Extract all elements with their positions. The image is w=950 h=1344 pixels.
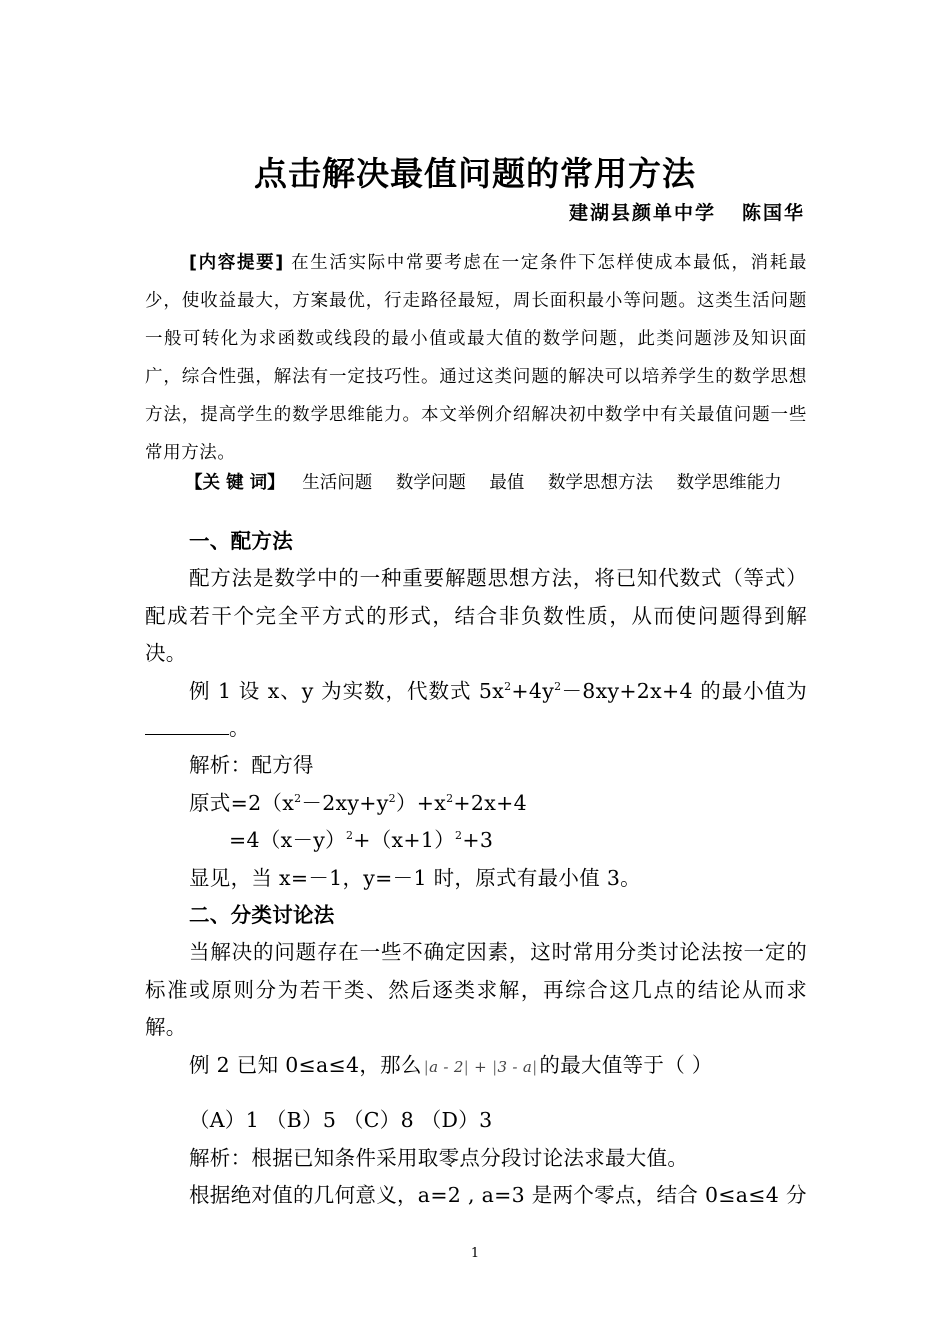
section-heading: 一、配方法 — [189, 529, 293, 553]
keywords-tag: 【关 键 词】 — [185, 473, 285, 493]
keyword-item: 数学思想方法 — [548, 473, 653, 493]
answer-blank — [145, 712, 205, 735]
answer-options: （A）1 （B）5 （C）8 （D）3 — [189, 1108, 493, 1133]
paragraph: 根据绝对值的几何意义，a=2 , a=3 是两个零点，结合 0≤a≤4 分 — [189, 1182, 807, 1207]
conclusion: 显见，当 x=－1，y=－1 时，原式有最小值 3。 — [189, 865, 641, 890]
author-school: 建湖县颜单中学 — [568, 202, 716, 224]
solution: 解析：根据已知条件采用取零点分段讨论法求最大值。 — [189, 1145, 689, 1170]
paragraph: 当解决的问题存在一些不确定因素，这时常用分类讨论法按一定的标准或原则分为若干类、然后逐类求解，再综合这几点的结论从而求解。 — [145, 940, 807, 1040]
keyword-item: 最值 — [489, 473, 525, 493]
keyword-item: 数学思维能力 — [676, 473, 782, 493]
author-line — [569, 198, 805, 225]
keyword-item: 数学问题 — [395, 473, 466, 493]
document-body — [145, 523, 807, 1214]
answer-blank — [205, 712, 229, 735]
section-heading: 二、分类讨论法 — [189, 903, 335, 928]
paragraph: 配方法是数学中的一种重要解题思想方法，将已知代数式（等式）配成若干个完全平方式的形式，结合非负数性质，从而使问题得到解决。 — [145, 566, 807, 666]
abstract-text: 在生活实际中常要考虑在一定条件下怎样使成本最低，消耗最少，使收益最大，方案最优，行走路径最短，周长面积最小等问题。这类生活问题一般可转化为求函数或线段的最小值或最大值的数学问题，此类问题涉及知识面广，综合性强，解法有一定技巧性。通过这类问题的解决可以培养学生的数学思想方法，提高学生的数学思维能力。本文举例介绍解决初中数学中有关最值问题一些常用方法。 — [145, 253, 807, 463]
solution-label: 解析：配方得 — [189, 753, 314, 778]
page-number: 1 — [470, 1246, 480, 1261]
keywords-line — [145, 464, 807, 502]
equation-line-1: 原式$=2(x^2-2xy+y^2)+x^2+2x+4$ — [189, 790, 527, 815]
absolute-value-expression: |a - 2| + |3 - a| — [423, 1057, 538, 1076]
example-2: 例 2 已知 0≤a≤4，那么 |a - 2| + |3 - a|的最大值等于（ ） — [189, 1052, 713, 1077]
document-title: 点击解决最值问题的常用方法 — [254, 154, 696, 193]
author-name: 陈国华 — [741, 202, 805, 224]
keyword-item: 生活问题 — [302, 473, 373, 493]
abstract-tag: [内容提要] — [189, 253, 284, 273]
abstract-paragraph — [145, 244, 807, 472]
example-1: 例 1 设 x、y 为实数，代数式 $5x^2+4y^2-8xy+2x+4$ 的最小值为。 — [145, 673, 807, 748]
equation-line-2: $=4(x-y)^2+(x+1)^2+3$ — [229, 828, 494, 853]
